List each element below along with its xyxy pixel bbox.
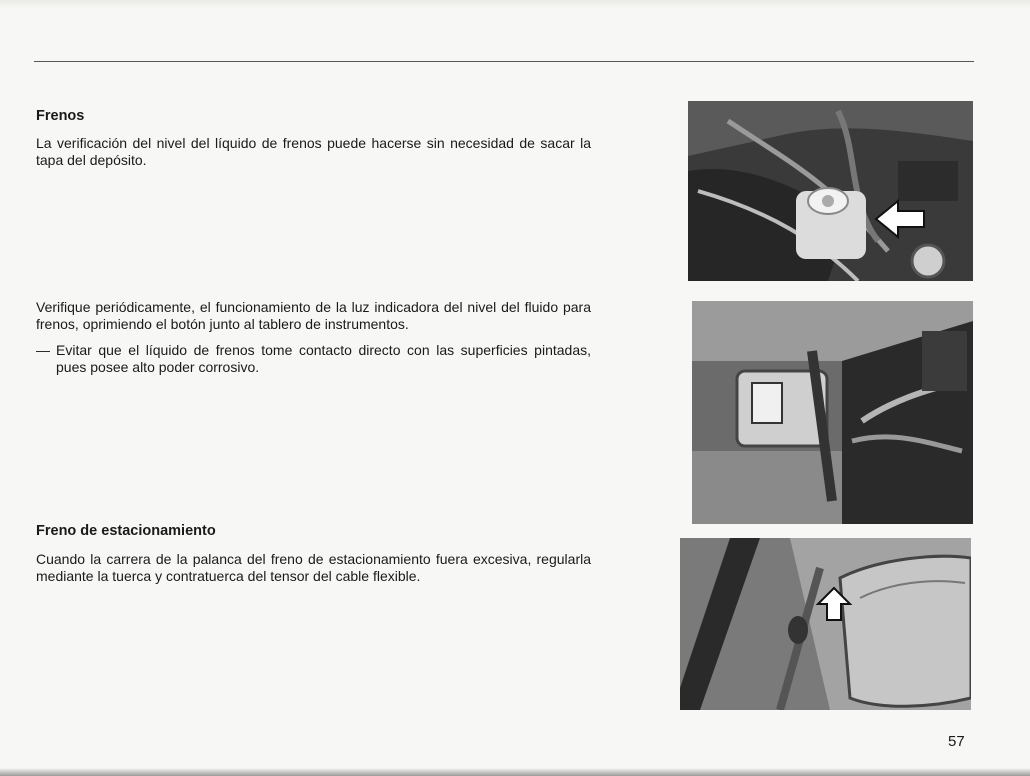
photo-parking-brake-tensor	[680, 538, 971, 710]
heading-freno-estacionamiento: Freno de estacionamiento	[36, 523, 216, 539]
paragraph-parking-brake: Cuando la carrera de la palanca del freno de estacionamiento fuera excesiva, regularla mediante la tuerca y contratuerca del tensor del cable flexible.	[36, 551, 591, 584]
bullet-corrosive-warning	[36, 342, 591, 376]
page-top-edge	[0, 0, 1030, 8]
header-rule	[34, 61, 974, 62]
photo-brake-fluid-reservoir	[688, 101, 973, 281]
paragraph-indicator-light: Verifique periódicamente, el funcionamiento de la luz indicadora del nivel del fluido para frenos, oprimiendo el botón junto al tablero de instrumentos.	[36, 299, 591, 332]
bullet-text: Evitar que el líquido de frenos tome contacto directo con las superficies pintadas, pues posee alto poder corrosivo.	[56, 342, 591, 375]
paragraph-brake-fluid-check: La verificación del nivel del líquido de frenos puede hacerse sin necesidad de sacar la tapa del depósito.	[36, 135, 591, 168]
page-number: 57	[948, 733, 965, 750]
heading-frenos: Frenos	[36, 108, 85, 124]
photo-brake-caliper	[692, 301, 973, 524]
bullet-dash: —	[36, 342, 50, 358]
page-bottom-edge	[0, 768, 1030, 776]
